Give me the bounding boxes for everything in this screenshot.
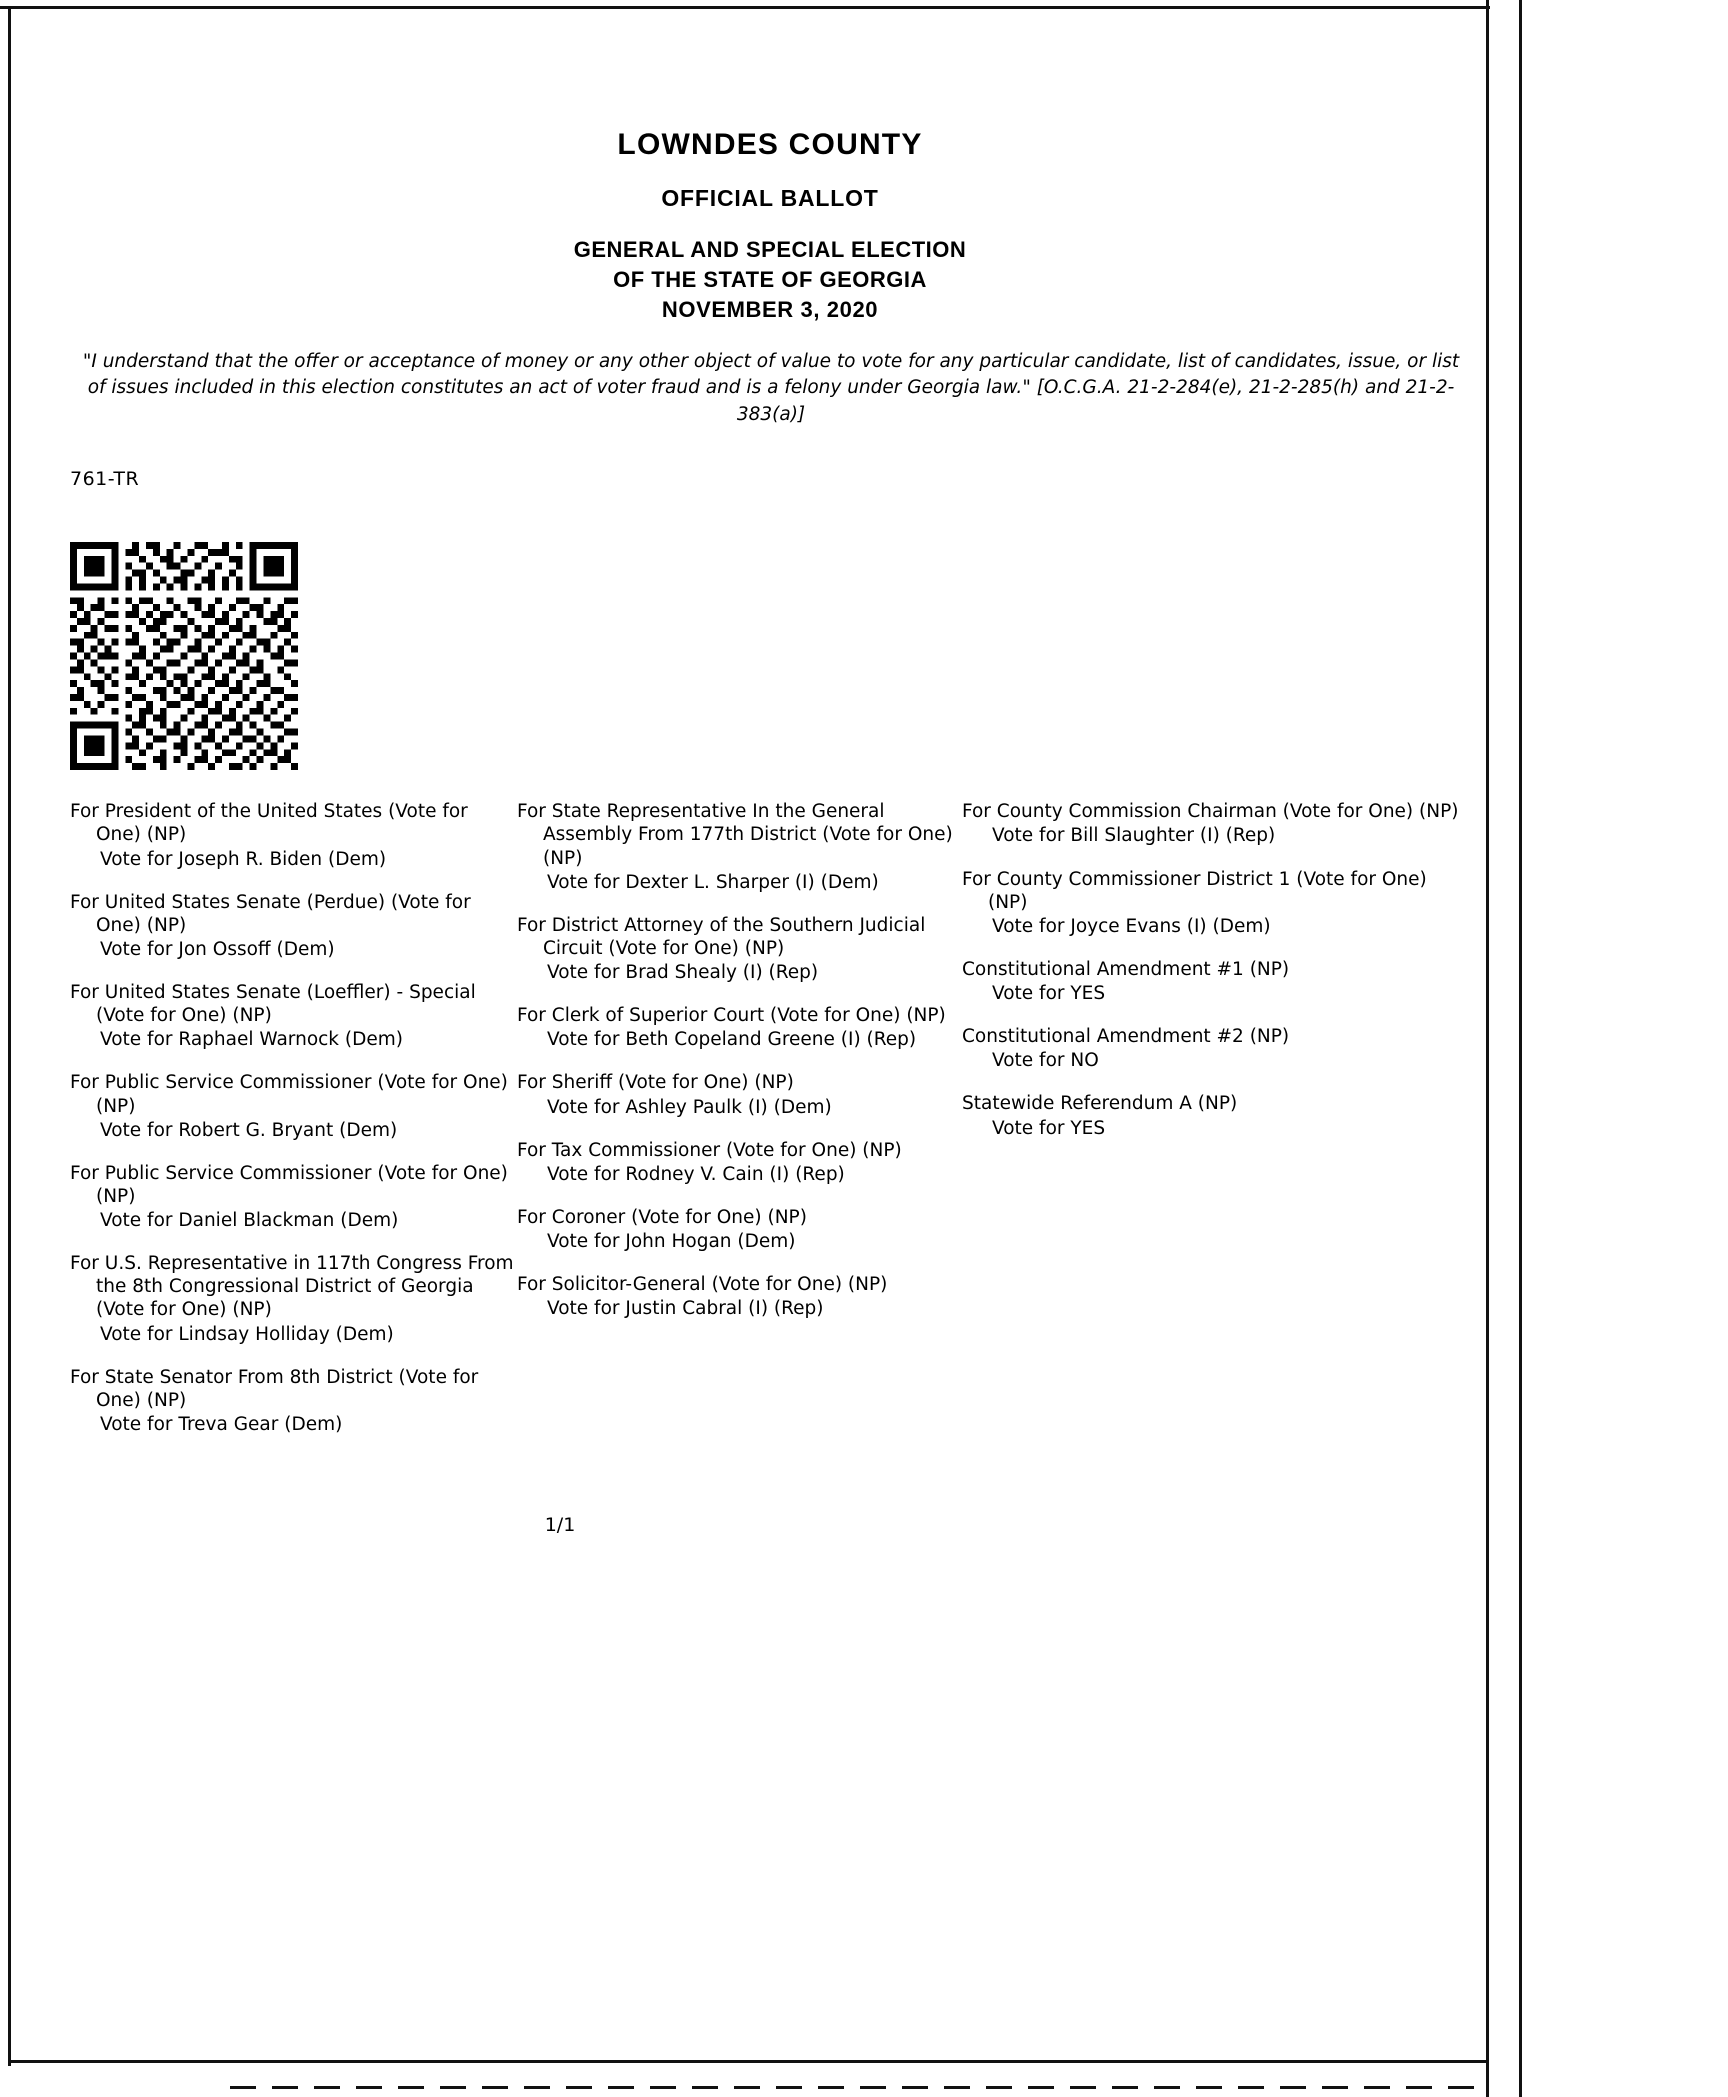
race-block xyxy=(517,1004,962,1051)
ballot-election-line-1: GENERAL AND SPECIAL ELECTION xyxy=(573,237,967,262)
qr-code-icon xyxy=(70,542,298,770)
race-title: For Clerk of Superior Court (Vote for One) (NP) xyxy=(517,1005,946,1027)
ballot-content xyxy=(60,0,1480,1536)
race-choice: Vote for Joyce Evans (I) (Dem) xyxy=(992,915,1271,937)
race-choice: Vote for NO xyxy=(992,1050,1099,1072)
page-number: 1/1 xyxy=(544,1514,576,1537)
race-title: For Public Service Commissioner (Vote for One) (NP) xyxy=(70,1072,508,1117)
race-title: For Coroner (Vote for One) (NP) xyxy=(517,1206,807,1228)
race-title: For Sheriff (Vote for One) (NP) xyxy=(517,1072,794,1094)
race-block xyxy=(962,800,1462,847)
race-block xyxy=(517,800,962,894)
race-title: For Solicitor-General (Vote for One) (NP) xyxy=(517,1274,888,1296)
race-choice: Vote for Dexter L. Sharper (I) (Dem) xyxy=(547,871,879,893)
page-border-right-outer xyxy=(1519,0,1522,2097)
race-title: For County Commission Chairman (Vote for One) (NP) xyxy=(962,801,1459,823)
race-choice: Vote for Robert G. Bryant (Dem) xyxy=(100,1119,398,1141)
race-block xyxy=(70,1366,517,1436)
race-title: Statewide Referendum A (NP) xyxy=(962,1093,1238,1115)
race-choice: Vote for YES xyxy=(992,983,1106,1005)
page-border-bottom-dashed xyxy=(230,2086,1480,2089)
race-choice: Vote for John Hogan (Dem) xyxy=(547,1231,796,1253)
ballot-official-title: OFFICIAL BALLOT xyxy=(661,185,879,211)
ballot-style-id: 761-TR xyxy=(70,468,140,491)
race-block xyxy=(517,1273,962,1320)
race-block xyxy=(962,1092,1462,1139)
race-choice: Vote for Beth Copeland Greene (I) (Rep) xyxy=(547,1029,917,1051)
voter-fraud-oath-text: "I understand that the offer or acceptance of money or any other object of value to vote for any particular candidate, list of candidates, issue, or list of issues included in this election constitutes an act of voter fraud and is a felony under Georgia law." [O.C.G.A. 21-2-284(e), 21-2-285(h) and 21-2-383(a)] xyxy=(82,351,1460,425)
race-title: For Public Service Commissioner (Vote for One) (NP) xyxy=(70,1162,508,1207)
race-choice: Vote for Brad Shealy (I) (Rep) xyxy=(547,962,819,984)
ballot-selections xyxy=(60,800,1480,1456)
ballot-county-title: LOWNDES COUNTY xyxy=(617,128,923,161)
race-block xyxy=(517,914,962,984)
qr-code-svg xyxy=(70,542,298,770)
race-block xyxy=(70,981,517,1051)
race-block xyxy=(517,1071,962,1118)
race-title: For President of the United States (Vote for One) (NP) xyxy=(70,801,468,846)
race-block xyxy=(962,958,1462,1005)
race-title: For District Attorney of the Southern Judicial Circuit (Vote for One) (NP) xyxy=(517,914,926,959)
ballot-column-3 xyxy=(962,800,1462,1456)
ballot-column-2 xyxy=(517,800,962,1456)
race-choice: Vote for Daniel Blackman (Dem) xyxy=(100,1210,399,1232)
race-title: For State Representative In the General Assembly From 177th District (Vote for One) (NP) xyxy=(517,801,953,869)
race-title: For United States Senate (Loeffler) - Special (Vote for One) (NP) xyxy=(70,982,476,1027)
race-choice: Vote for Raphael Warnock (Dem) xyxy=(100,1029,403,1051)
race-choice: Vote for Treva Gear (Dem) xyxy=(100,1413,343,1435)
race-choice: Vote for Jon Ossoff (Dem) xyxy=(100,938,335,960)
race-choice: Vote for Justin Cabral (I) (Rep) xyxy=(547,1298,824,1320)
ballot-column-1 xyxy=(60,800,517,1456)
race-choice: Vote for YES xyxy=(992,1117,1106,1139)
page-border-bottom xyxy=(8,2060,1488,2063)
race-choice: Vote for Rodney V. Cain (I) (Rep) xyxy=(547,1163,845,1185)
page-border-right-inner xyxy=(1486,0,1489,2097)
race-block xyxy=(962,868,1462,938)
race-title: For State Senator From 8th District (Vote for One) (NP) xyxy=(70,1366,479,1411)
race-title: Constitutional Amendment #2 (NP) xyxy=(962,1026,1290,1048)
race-choice: Vote for Bill Slaughter (I) (Rep) xyxy=(992,825,1276,847)
race-title: For United States Senate (Perdue) (Vote for One) (NP) xyxy=(70,891,471,936)
race-choice: Vote for Joseph R. Biden (Dem) xyxy=(100,848,387,870)
race-title: For Tax Commissioner (Vote for One) (NP) xyxy=(517,1139,902,1161)
race-block xyxy=(517,1139,962,1186)
race-block xyxy=(70,1162,517,1232)
race-block xyxy=(962,1025,1462,1072)
race-block xyxy=(70,800,517,870)
page-border-left xyxy=(8,6,11,2066)
race-choice: Vote for Lindsay Holliday (Dem) xyxy=(100,1323,394,1345)
race-block xyxy=(517,1206,962,1253)
race-title: Constitutional Amendment #1 (NP) xyxy=(962,958,1290,980)
race-title: For U.S. Representative in 117th Congress From the 8th Congressional District of Georgia (Vote for One) (NP) xyxy=(70,1253,514,1321)
ballot-election-line-2: OF THE STATE OF GEORGIA xyxy=(613,267,927,292)
race-title: For County Commissioner District 1 (Vote for One) (NP) xyxy=(962,868,1427,913)
race-choice: Vote for Ashley Paulk (I) (Dem) xyxy=(547,1096,832,1118)
race-block xyxy=(70,1252,517,1346)
ballot-election-date: NOVEMBER 3, 2020 xyxy=(661,297,879,322)
race-block xyxy=(70,1071,517,1141)
race-block xyxy=(70,891,517,961)
